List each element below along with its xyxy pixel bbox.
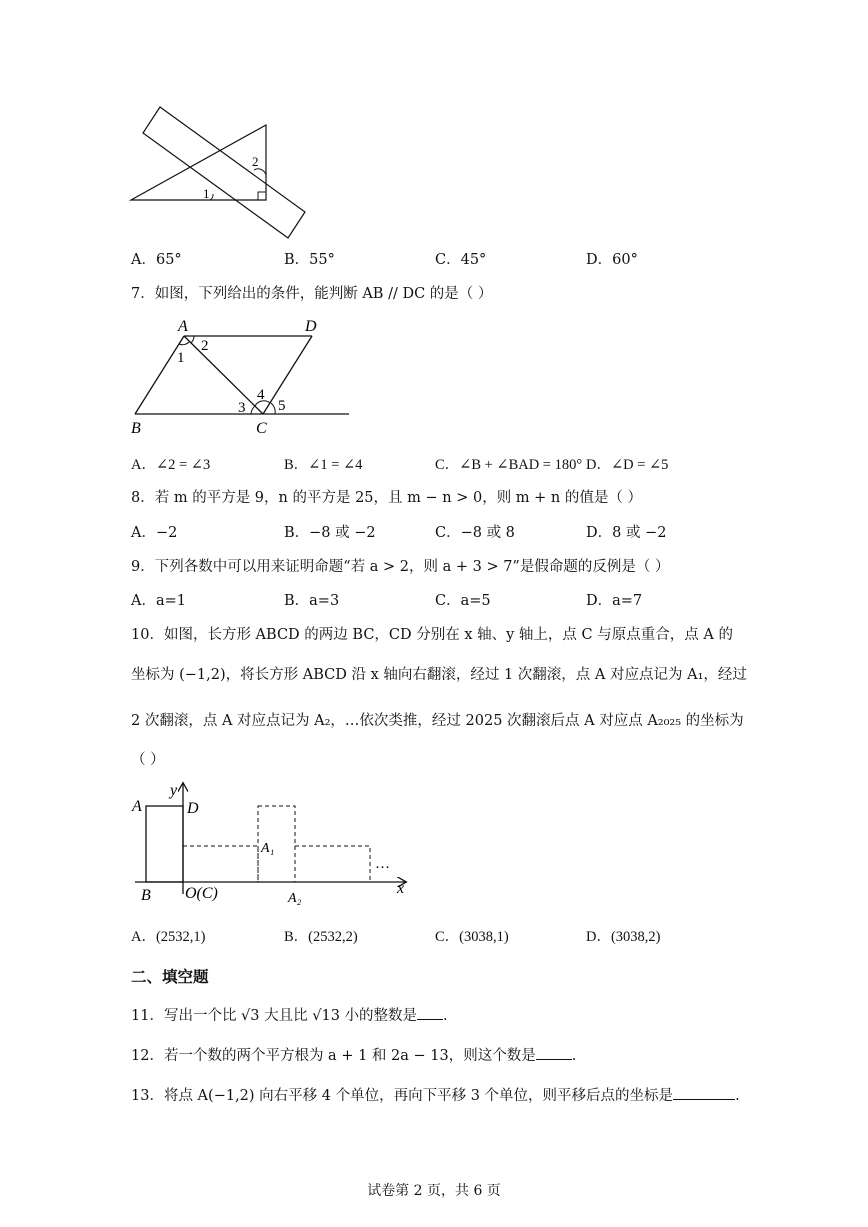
- q10-origin-label: O(C): [185, 885, 218, 902]
- q7-angle-3-label: 3: [238, 400, 246, 416]
- q7-option-a[interactable]: A．∠2 = ∠3: [131, 457, 211, 473]
- q6-option-a[interactable]: A．65°: [131, 252, 182, 268]
- q10-point-a-label: A: [132, 798, 142, 815]
- q10-y-axis-label: y: [170, 782, 178, 799]
- q8-option-a[interactable]: A．−2: [131, 525, 178, 541]
- q12-end-mark: .: [571, 1048, 577, 1064]
- q10-option-c[interactable]: C．(3038,1): [435, 929, 509, 945]
- q7-option-b[interactable]: B．∠1 = ∠4: [284, 457, 363, 473]
- q7-figure: [125, 314, 355, 439]
- q7-stem: 7．如图，下列给出的条件，能判断 AB // DC 的是（ ）: [131, 286, 493, 302]
- q10-line-1: 10．如图，长方形 ABCD 的两边 BC，CD 分别在 x 轴、y 轴上，点 C 与原点重合，点 A 的: [131, 627, 733, 643]
- q9-option-c[interactable]: C．a=5: [435, 593, 491, 609]
- q10-option-d[interactable]: D．(3038,2): [586, 929, 661, 945]
- q7-angle-5-label: 5: [278, 398, 286, 414]
- q13-stem: 13．将点 A(−1,2) 向右平移 4 个单位，再向下平移 3 个单位，则平移后点的坐标是: [131, 1088, 674, 1104]
- q11-answer-blank[interactable]: [417, 1005, 443, 1020]
- q11-line: [131, 1005, 448, 1026]
- q8-option-d[interactable]: D．8 或 −2: [586, 525, 667, 541]
- q10-point-d-label: D: [187, 800, 199, 817]
- q12-line: [131, 1045, 576, 1066]
- q8-option-b[interactable]: B．−8 或 −2: [284, 525, 376, 541]
- q7-point-a-label: A: [178, 318, 188, 335]
- q6-option-c[interactable]: C．45°: [435, 252, 487, 268]
- q7-angle-4-label: 4: [257, 387, 265, 403]
- q10-point-b-label: B: [141, 887, 151, 904]
- q11-end-mark: .: [443, 1008, 448, 1024]
- q7-option-d[interactable]: D．∠D = ∠5: [586, 457, 669, 473]
- q13-line: [131, 1085, 740, 1106]
- q13-end-mark: .: [735, 1088, 740, 1104]
- q7-option-c[interactable]: C．∠B + ∠BAD = 180°: [435, 457, 583, 473]
- q9-stem: 9．下列各数中可以用来证明命题“若 a > 2，则 a + 3 > 7”是假命题的反例是（ ）: [131, 559, 670, 575]
- q6-angle-2-label: 2: [252, 154, 259, 169]
- q10-x-axis-label: x: [397, 880, 405, 897]
- q9-option-d[interactable]: D．a=7: [586, 593, 643, 609]
- q10-figure: [125, 778, 415, 908]
- section-fill-in-title: 二、填空题: [131, 968, 209, 986]
- q10-ellipsis: …: [375, 856, 390, 872]
- q7-point-b-label: B: [131, 420, 141, 437]
- q6-angle-1-label: 1: [203, 186, 210, 201]
- q12-stem: 12．若一个数的两个平方根为 a + 1 和 2a − 13，则这个数是: [131, 1048, 536, 1064]
- q6-figure: [125, 100, 315, 245]
- q7-angle-1-label: 1: [177, 350, 185, 366]
- q6-option-d[interactable]: D．60°: [586, 252, 638, 268]
- page-footer: 试卷第 2 页，共 6 页: [367, 1183, 501, 1199]
- q10-line-3: 2 次翻滚，点 A 对应点记为 A₂，…依次类推，经过 2025 次翻滚后点 A 对应点 A₂₀₂₅ 的坐标为: [131, 713, 744, 729]
- q9-option-b[interactable]: B．a=3: [284, 593, 340, 609]
- q10-option-a[interactable]: A．(2532,1): [131, 929, 206, 945]
- q7-angle-2-label: 2: [201, 338, 209, 354]
- q8-stem: 8．若 m 的平方是 9，n 的平方是 25，且 m − n > 0，则 m + n 的值是（ ）: [131, 490, 642, 506]
- q11-stem: 11．写出一个比 √3 大且比 √13 小的整数是: [131, 1008, 418, 1024]
- q10-point-a1-label: A₁: [261, 841, 275, 856]
- q8-option-c[interactable]: C．−8 或 8: [435, 525, 515, 541]
- q10-line-2: 坐标为 (−1,2)，将长方形 ABCD 沿 x 轴向右翻滚，经过 1 次翻滚，点 A 对应点记为 A₁，经过: [131, 667, 747, 683]
- q10-option-b[interactable]: B．(2532,2): [284, 929, 358, 945]
- q13-answer-blank[interactable]: [673, 1085, 735, 1100]
- q6-option-b[interactable]: B．55°: [284, 252, 335, 268]
- q12-answer-blank[interactable]: [536, 1045, 572, 1060]
- q10-line-4: （ ）: [131, 752, 165, 768]
- q7-point-c-label: C: [256, 420, 267, 437]
- q9-option-a[interactable]: A．a=1: [131, 593, 186, 609]
- q10-point-a2-label: A₂: [288, 891, 302, 906]
- q7-point-d-label: D: [305, 318, 317, 335]
